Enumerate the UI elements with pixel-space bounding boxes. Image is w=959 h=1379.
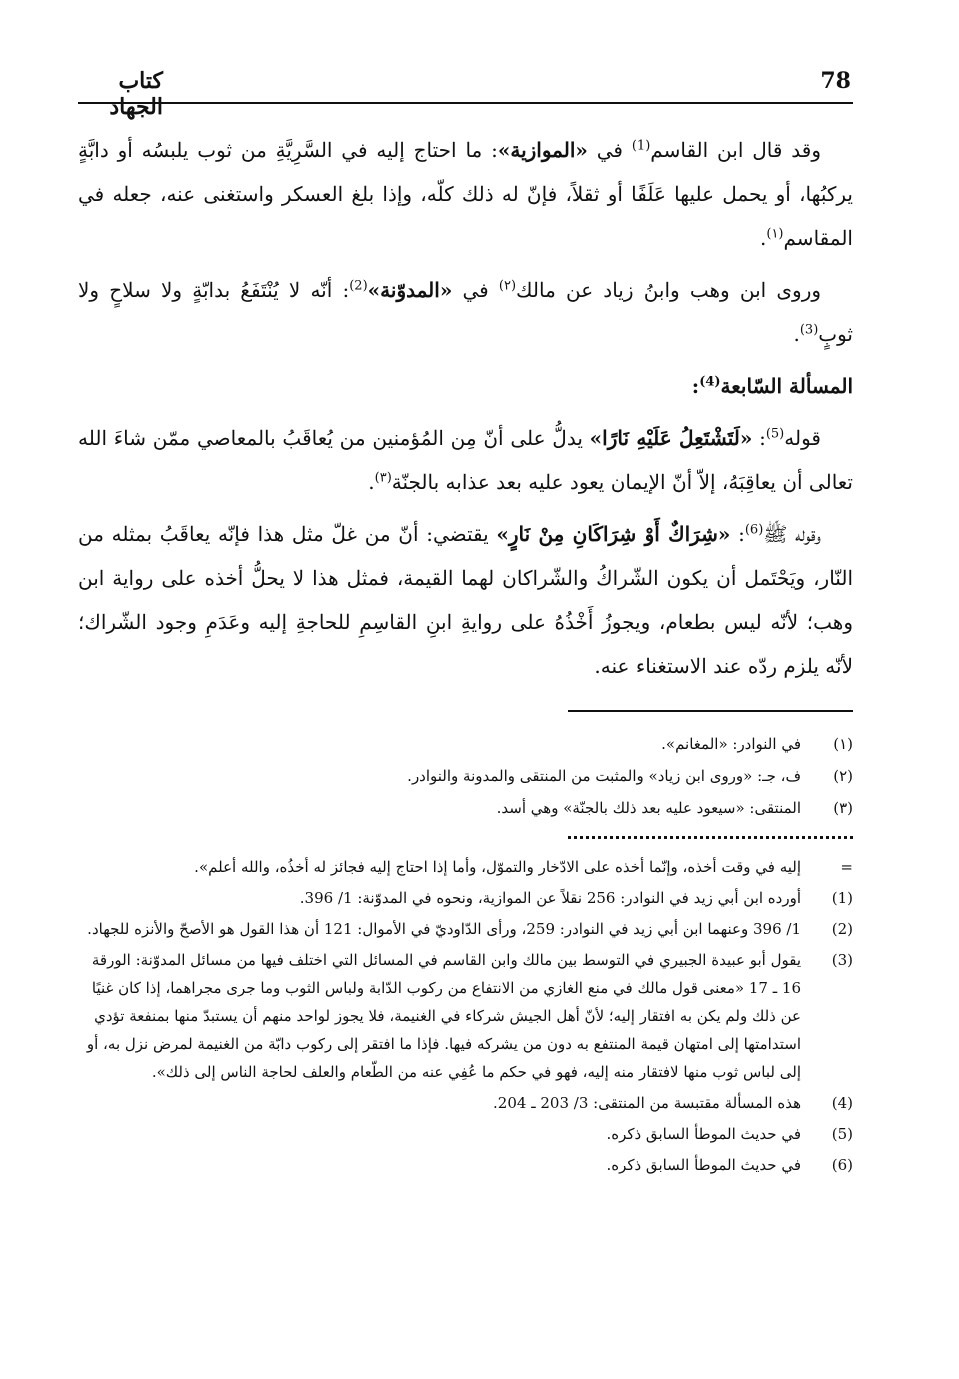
main-text bbox=[78, 128, 853, 688]
footnote-number: (٢) bbox=[833, 767, 853, 785]
source-title: «المدوّنة» bbox=[367, 278, 453, 302]
footnote-text: أورده ابن أبي زيد في النوادر: 256 نقلاً عن الموازية، ونحوه في المدوّنة: 1/ 396. bbox=[299, 889, 801, 907]
paragraph-1 bbox=[78, 128, 853, 260]
p4-text-c: يقتضي: أنّ من غلّ مثل هذا فإنّه يعاقَبُ بمثله من النّار، ويَحْتَمل أن يكون الشّراكُ والشّراكان لهما القيمة، فمثل هذا لا يحلُّ أخذه على رواية ابن وهب؛ لأنّه ليس بطعام، ويجوزُ أَخْذُهُ على روايةِ ابنِ القاسِمِ للحاجةِ إليه وعَدَمِ وجود الشّراك؛ لأنّه يلزم ردّه عند الاستغناء عنه. bbox=[78, 522, 853, 678]
footnote-item bbox=[78, 760, 853, 792]
footnote-item bbox=[78, 1151, 853, 1179]
p1-text-a: وقد قال ابن القاسم bbox=[650, 138, 821, 162]
section-heading bbox=[78, 364, 853, 408]
footnote-text: في حديث الموطأ السابق ذكره. bbox=[606, 1125, 801, 1143]
page-number: 78 bbox=[820, 68, 851, 94]
footnote-number: (١) bbox=[833, 735, 853, 753]
p3-text-c: يدلُّ على أنّ مِن المُؤمنين من يُعاقَبُ بالمعاصي ممّن شاءَ الله تعالى أن يعاقِبَهُ، إلاّ أنّ الإيمان يعود عليه بعد عذابه بالجنّة bbox=[78, 426, 853, 494]
footnote-item bbox=[78, 915, 853, 943]
heading-tail: : bbox=[691, 374, 700, 398]
footnote-text: يقول أبو عبيدة الجبيري في التوسط بين مالك وابن القاسم في المسائل التي اختلف فيها من مسائل المدوّنة: الورقة 16 ـ 17 «معنى قول مالك في منع الغازي من الانتفاع من ركوب الدّابة ولباس الثوب وما جرى مجراهما، إذا كان غنيًا عن ذلك ولم يكن به افتقار إليه؛ لأنّ أهل الجيش شركاء في الغنيمة، فلا يجوز لواحد منهم أن يستبدّ منها بمنفعة تؤدي استدامتها إلى امتهان قيمة المنتفع به دون من يشركه فيها. فإذا ما افتقر إلى ركوب دابّة من الغنيمة لمرض نزل به، أو إلى لباس ثوب منها لافتقار منه إليه، فهو في حكم ما عُفِي عنه من الطّعام والعلف لحاجة الناس إلى ذلك». bbox=[86, 951, 801, 1081]
heading-text: المسألة السّابعة bbox=[720, 374, 853, 398]
p4-text-a: وقوله ﷺ bbox=[763, 522, 821, 546]
footnote-text: في النوادر: «المغانم». bbox=[661, 735, 801, 753]
editor-footnotes bbox=[78, 853, 853, 1179]
footnote-item bbox=[78, 853, 853, 881]
footnote-number: (٣) bbox=[833, 799, 853, 817]
footnote-ref: (٢) bbox=[498, 278, 517, 294]
footnote-text: هذه المسألة مقتبسة من المنتقى: 3/ 203 ـ 204. bbox=[493, 1094, 801, 1112]
p2-text-b: في bbox=[452, 278, 499, 302]
p3-text-d: . bbox=[368, 470, 375, 494]
footnote-item bbox=[78, 884, 853, 912]
running-header bbox=[78, 62, 853, 120]
footnote-text: 1/ 396 وعنهما ابن أبي زيد في النوادر: 259، ورأى الدّاوديّ في الأموال: 121 أن هذا القول هو الأصحّ والأنزه للجهاد. bbox=[87, 920, 801, 938]
footnote-ref: (6) bbox=[744, 522, 764, 538]
footnote-ref: (٣) bbox=[374, 470, 392, 486]
footnote-number: (5) bbox=[831, 1125, 853, 1143]
footnote-item bbox=[78, 1120, 853, 1148]
footnote-number: (6) bbox=[831, 1156, 853, 1174]
footnote-item bbox=[78, 946, 853, 1086]
footnote-ref: (2) bbox=[349, 278, 368, 294]
footnote-text: في حديث الموطأ السابق ذكره. bbox=[606, 1156, 801, 1174]
footnote-text: ف، جـ: «وروى ابن زياد» والمثبت من المنتقى والمدونة والنوادر. bbox=[407, 767, 801, 785]
p2-text-d: . bbox=[793, 322, 800, 346]
footnote-ref: (5) bbox=[765, 426, 785, 442]
p2-text-a: وروى ابن وهب وابنُ زياد عن مالك bbox=[516, 278, 822, 302]
footnote-ref: (4) bbox=[699, 374, 721, 390]
footnote-ref: (3) bbox=[799, 322, 819, 338]
quoted-phrase: «شِرَاكٌ أَوْ شِرَاكَانِ مِنْ نَارٍ» bbox=[496, 522, 731, 546]
footnote-text: إليه في وقت أخذه، وإنّما أخذه على الادّخار والتموّل، وأما إذا احتاج إليه فجائز له أخذُه، والله أعلم». bbox=[194, 858, 801, 876]
book-title: كتاب الجهاد bbox=[109, 68, 163, 120]
page bbox=[78, 62, 853, 1352]
paragraph-3 bbox=[78, 416, 853, 504]
quoted-phrase: «لَتَشْتَعِلُ عَلَيْهِ نَارًا» bbox=[589, 426, 753, 450]
dotted-separator bbox=[568, 836, 853, 839]
p1-text-b: في bbox=[587, 138, 632, 162]
manuscript-footnotes bbox=[78, 728, 853, 824]
p3-text-b: : bbox=[752, 426, 766, 450]
footnote-number: (1) bbox=[831, 889, 853, 907]
footnote-text: المنتقى: «سيعود عليه بعد ذلك بالجنّة» وهي أسد. bbox=[496, 799, 801, 817]
footnote-number: (2) bbox=[831, 920, 853, 938]
footnote-separator bbox=[568, 710, 853, 712]
p4-text-b: : bbox=[730, 522, 745, 546]
source-title: «الموازية» bbox=[497, 138, 588, 162]
footnote-number: (3) bbox=[831, 951, 853, 969]
footnote-number: = bbox=[840, 858, 853, 876]
footnote-item bbox=[78, 1089, 853, 1117]
footnote-ref: (١) bbox=[766, 226, 784, 242]
p2-text-c: : أنّه لا يُنْتَفَعُ بدابّةٍ ولا سلاحٍ ولا ثوبٍ bbox=[78, 278, 853, 346]
paragraph-4 bbox=[78, 512, 853, 688]
footnote-item bbox=[78, 728, 853, 760]
footnote-number: (4) bbox=[831, 1094, 853, 1112]
paragraph-2 bbox=[78, 268, 853, 356]
p3-text-a: قوله bbox=[784, 426, 821, 450]
p1-text-d: . bbox=[760, 226, 767, 250]
p1-text-c: : ما احتاج إليه في السَّرِيَّةِ من ثوب يلبسُه أو دابَّةٍ يركبُها، أو يحمل عليها عَلَفًا أو ثقلاً، فإنّ له ذلك كلّه، وإذا بلغ العسكر واستغنى عنه، جعله في المقاسم bbox=[78, 138, 854, 250]
footnote-item bbox=[78, 792, 853, 824]
footnote-ref: (1) bbox=[631, 138, 651, 154]
